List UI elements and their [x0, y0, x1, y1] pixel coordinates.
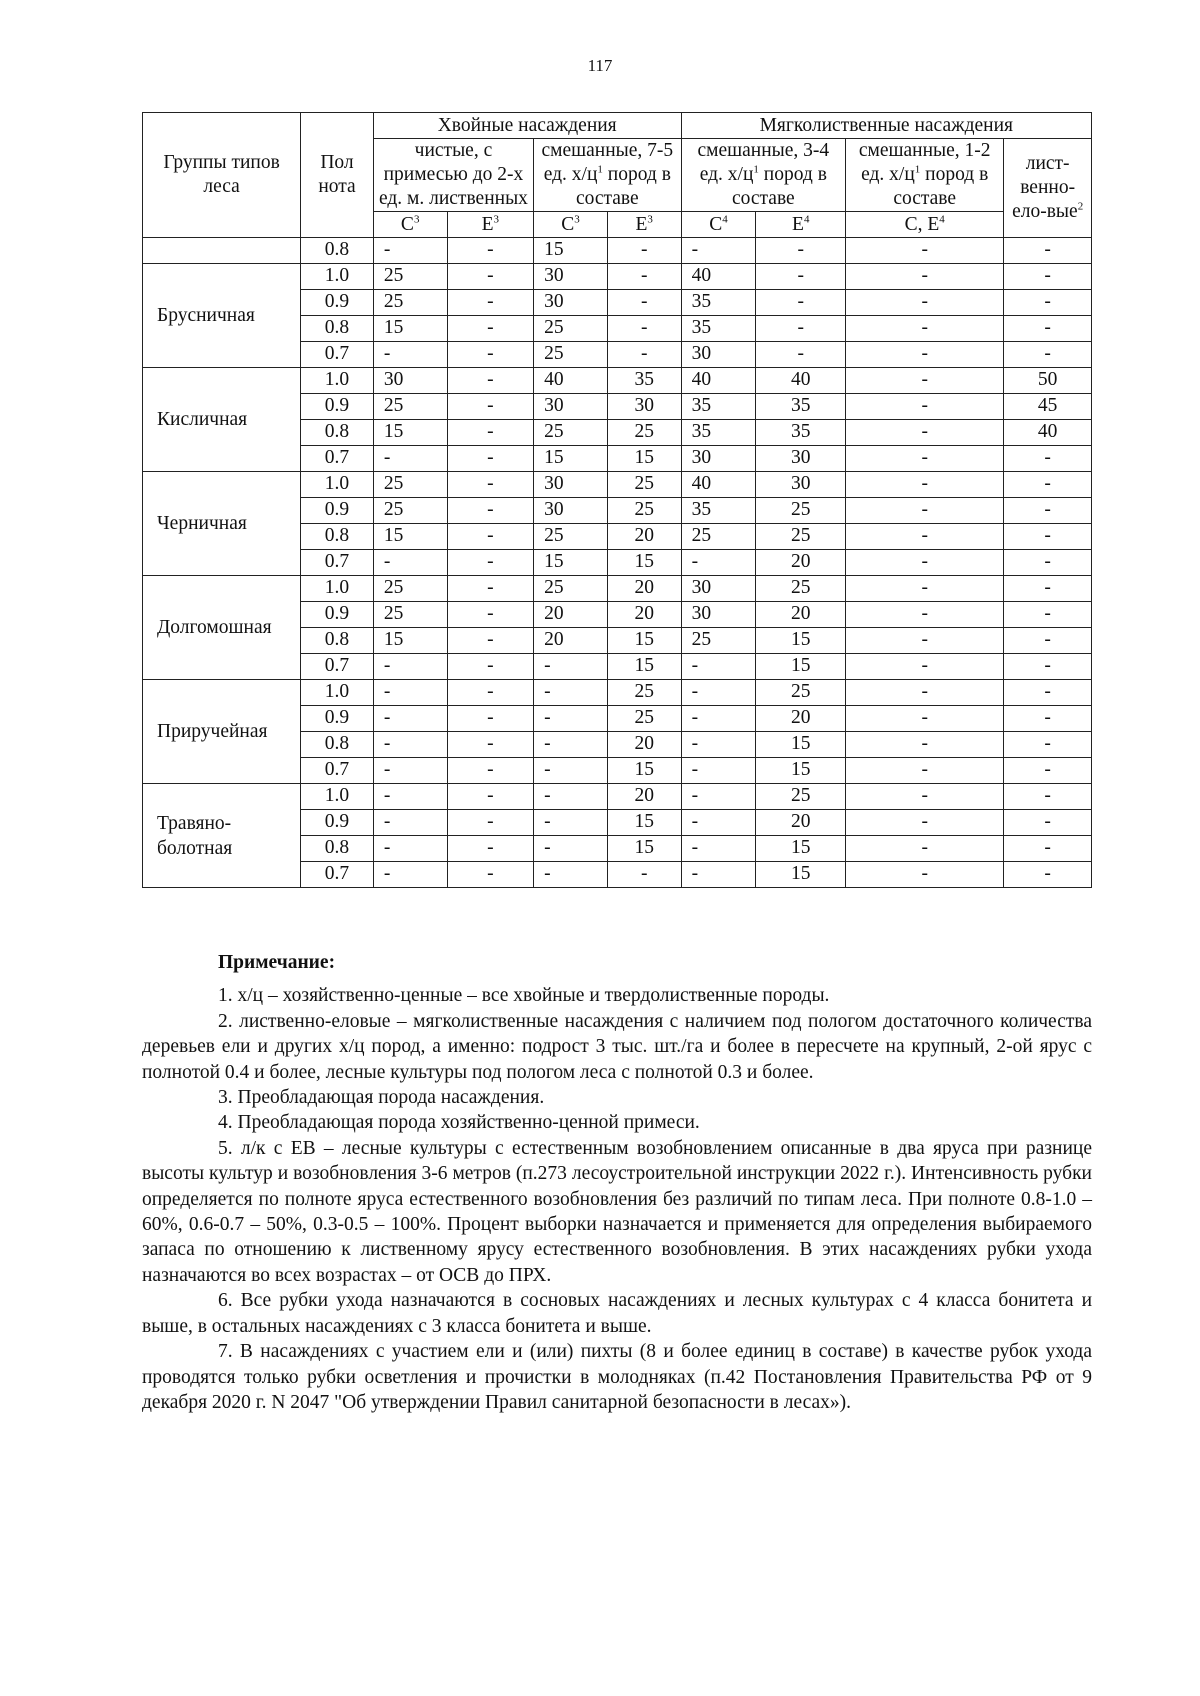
table-cell: -	[1004, 524, 1092, 550]
table-cell: 20	[756, 706, 846, 732]
table-cell: 1.0	[301, 576, 374, 602]
table-cell: -	[681, 238, 756, 264]
table-cell: 50	[1004, 368, 1092, 394]
table-cell: -	[1004, 706, 1092, 732]
table-cell: -	[447, 550, 534, 576]
table-cell: 15	[756, 862, 846, 888]
table-cell: 30	[534, 264, 608, 290]
table-cell: 15	[607, 836, 681, 862]
table-cell: -	[447, 290, 534, 316]
table-cell: 30	[681, 342, 756, 368]
table-cell: -	[846, 368, 1004, 394]
table-cell: 0.8	[301, 524, 374, 550]
table-cell: -	[1004, 784, 1092, 810]
table-row	[143, 472, 1092, 498]
table-cell: 15	[607, 550, 681, 576]
table-cell: -	[447, 472, 534, 498]
table-cell: -	[373, 862, 447, 888]
table-cell: 0.9	[301, 810, 374, 836]
table-cell: -	[681, 810, 756, 836]
table-cell: 40	[1004, 420, 1092, 446]
header-mixed-1-2: смешанные, 1-2 ед. $х/ц^1$ пород в составе	[846, 139, 1004, 212]
table-row	[143, 264, 1092, 290]
table-cell: -	[1004, 810, 1092, 836]
table-cell: -	[1004, 498, 1092, 524]
table-cell: -	[447, 602, 534, 628]
note-item: 4. Преобладающая порода хозяйственно-ценной примеси.	[218, 1112, 700, 1134]
table-cell: -	[846, 524, 1004, 550]
table-cell: -	[373, 238, 447, 264]
header-code-6: $Е^4$	[756, 212, 846, 238]
table-cell: 15	[756, 628, 846, 654]
forest-group-name: Кисличная	[143, 368, 301, 472]
table-cell: 30	[373, 368, 447, 394]
table-cell: -	[373, 446, 447, 472]
table-cell: -	[447, 654, 534, 680]
table-cell: 15	[607, 446, 681, 472]
table-cell: 25	[607, 420, 681, 446]
table-cell: 35	[756, 394, 846, 420]
table-cell: 25	[681, 524, 756, 550]
table-cell: 25	[373, 394, 447, 420]
header-pure-stands: чистые, с примесью до 2-х ед. м. лиственных	[373, 139, 533, 212]
table-cell: -	[846, 316, 1004, 342]
table-cell: -	[681, 550, 756, 576]
note-item: 7. В насаждениях с участием ели и (или) пихты (8 и более единиц в составе) в качестве рубок ухода проводятся только рубки осветления и прочистки в молодняках (п.42 Постановления Правительства РФ от 9 декабря 2020 г. N 2047 "Об утверждении Правил санитарной безопасности в лесах»).	[142, 1341, 1092, 1413]
table-cell: 25	[373, 264, 447, 290]
table-cell: -	[1004, 264, 1092, 290]
table-cell: -	[534, 784, 608, 810]
table-cell: 15	[607, 758, 681, 784]
table-cell: 0.9	[301, 706, 374, 732]
table-cell: 20	[607, 576, 681, 602]
table-cell: 0.8	[301, 732, 374, 758]
table-cell: 40	[756, 368, 846, 394]
table-cell: -	[846, 784, 1004, 810]
table-cell: 40	[681, 264, 756, 290]
table-cell: -	[1004, 290, 1092, 316]
table-cell: 0.8	[301, 628, 374, 654]
table-cell: 30	[534, 498, 608, 524]
table-cell: 40	[534, 368, 608, 394]
table-cell: 0.7	[301, 758, 374, 784]
table-cell: 25	[534, 316, 608, 342]
table-cell: 25	[756, 576, 846, 602]
table-cell: 0.9	[301, 602, 374, 628]
header-code-5: $С^4$	[681, 212, 756, 238]
note-item: 2. лиственно-еловые – мягколиственные насаждения с наличием под пологом достаточного количества деревьев ели и других х/ц пород, а именно: подрост 3 тыс. шт./га и более в пересчете на крупный, 2-ой ярус с полнотой 0.4 и более, лесные культуры под пологом леса с полнотой 0.3 и более.	[142, 1010, 1092, 1083]
table-cell: 0.8	[301, 420, 374, 446]
table-cell: -	[1004, 472, 1092, 498]
table-cell: 40	[681, 368, 756, 394]
table-cell: 15	[607, 654, 681, 680]
table-body	[143, 238, 1092, 888]
table-cell: -	[447, 732, 534, 758]
table-cell: -	[607, 316, 681, 342]
table-cell: -	[846, 472, 1004, 498]
header-forest-type-groups: Группы типов леса	[143, 113, 301, 238]
table-cell: 1.0	[301, 784, 374, 810]
table-cell: -	[846, 550, 1004, 576]
table-cell: -	[681, 732, 756, 758]
table-cell: -	[447, 576, 534, 602]
table-cell: -	[447, 316, 534, 342]
table-cell: -	[846, 680, 1004, 706]
table-cell: 1.0	[301, 368, 374, 394]
table-cell: -	[447, 368, 534, 394]
table-cell: -	[447, 498, 534, 524]
table-cell: 25	[607, 706, 681, 732]
table-cell: -	[846, 342, 1004, 368]
table-cell: -	[534, 836, 608, 862]
table-cell: -	[447, 706, 534, 732]
table-cell: -	[373, 758, 447, 784]
table-cell: -	[607, 290, 681, 316]
table-cell: -	[756, 342, 846, 368]
table-cell: 25	[373, 602, 447, 628]
table-cell: 25	[607, 680, 681, 706]
table-cell: 25	[373, 576, 447, 602]
table-cell: -	[1004, 576, 1092, 602]
table-cell: -	[846, 264, 1004, 290]
table-header	[143, 113, 1092, 238]
table-cell: -	[1004, 758, 1092, 784]
table-cell: 25	[607, 498, 681, 524]
table-cell: 15	[373, 316, 447, 342]
table-cell: -	[1004, 836, 1092, 862]
table-cell: -	[681, 680, 756, 706]
table-cell: -	[1004, 654, 1092, 680]
table-cell: -	[373, 732, 447, 758]
table-cell: 25	[534, 342, 608, 368]
table-cell: -	[846, 628, 1004, 654]
table-cell: -	[534, 732, 608, 758]
table-cell: 20	[607, 732, 681, 758]
table-cell: -	[447, 810, 534, 836]
table-cell: -	[1004, 550, 1092, 576]
note-item: 3. Преобладающая порода насаждения.	[218, 1087, 545, 1109]
table-cell: 15	[607, 810, 681, 836]
table-cell: -	[681, 862, 756, 888]
header-mixed-7-5: смешанные, 7-5 ед. $х/ц^1$ пород в составе	[534, 139, 681, 212]
table-cell: -	[373, 654, 447, 680]
table-cell: -	[447, 420, 534, 446]
table-cell: 1.0	[301, 680, 374, 706]
forest-group-name: Брусничная	[143, 264, 301, 368]
table-cell: 35	[681, 420, 756, 446]
table-cell: 15	[534, 238, 608, 264]
table-cell: 0.8	[301, 316, 374, 342]
table-cell: -	[373, 550, 447, 576]
table-cell: -	[846, 420, 1004, 446]
table-cell: 45	[1004, 394, 1092, 420]
table-cell: 20	[534, 602, 608, 628]
table-cell: -	[1004, 628, 1092, 654]
table-cell: 0.7	[301, 654, 374, 680]
table-cell: 40	[681, 472, 756, 498]
table-cell: 35	[681, 394, 756, 420]
table-cell: -	[846, 498, 1004, 524]
table-cell: -	[447, 784, 534, 810]
table-cell: 15	[607, 628, 681, 654]
table-cell: 0.9	[301, 290, 374, 316]
table-cell: 20	[756, 810, 846, 836]
table-cell: -	[1004, 446, 1092, 472]
table-cell: -	[681, 706, 756, 732]
table-cell: 15	[373, 628, 447, 654]
table-cell: 35	[756, 420, 846, 446]
table-cell: -	[1004, 680, 1092, 706]
table-cell: -	[373, 342, 447, 368]
page-number: 117	[587, 56, 613, 75]
table-cell: -	[846, 836, 1004, 862]
table-cell: 15	[756, 836, 846, 862]
table-cell: -	[447, 342, 534, 368]
header-soft-leaved: Мягколиственные насаждения	[681, 113, 1091, 139]
table-cell: -	[607, 264, 681, 290]
table-cell: -	[447, 524, 534, 550]
table-cell: -	[756, 238, 846, 264]
table-cell: 25	[681, 628, 756, 654]
header-mixed-3-4: смешанные, 3-4 ед. $х/ц^1$ пород в составе	[681, 139, 846, 212]
table-cell: -	[846, 758, 1004, 784]
table-cell: -	[534, 758, 608, 784]
group-cell-empty	[143, 238, 301, 264]
table-cell: 15	[534, 550, 608, 576]
note-item: 5. л/к с ЕВ – лесные культуры с естественным возобновлением описанные в два яруса при разнице высоты культур и возобновления 3-6 метров (п.273 лесоустроительной инструкции 2022 г.). Интенсивность рубки определяется по полноте яруса естественного возобновления без различий по типам леса. При полноте 0.8-1.0 – 60%, 0.6-0.7 – 50%, 0.3-0.5 – 100%. Процент выборки назначается и применяется для определения выбираемого запаса по отношению к лиственному ярусу естественного возобновления. В этих насаждениях рубки ухода назначаются во всех возрастах – от ОСВ до ПРХ.	[142, 1137, 1092, 1286]
table-cell: -	[373, 810, 447, 836]
table-cell: -	[447, 264, 534, 290]
table-cell: 30	[607, 394, 681, 420]
table-cell: -	[607, 862, 681, 888]
notes-section	[142, 950, 1092, 1415]
table-cell: -	[373, 706, 447, 732]
table-row	[143, 784, 1092, 810]
table-cell: 25	[756, 680, 846, 706]
table-cell: 25	[373, 472, 447, 498]
table-cell: 20	[756, 550, 846, 576]
table-cell: -	[534, 654, 608, 680]
table-cell: 25	[534, 420, 608, 446]
table-cell: -	[1004, 238, 1092, 264]
table-cell: 20	[607, 602, 681, 628]
table-cell: 30	[756, 472, 846, 498]
table-cell: -	[447, 238, 534, 264]
table-cell: 25	[373, 290, 447, 316]
table-cell: 30	[681, 446, 756, 472]
table-cell: 1.0	[301, 472, 374, 498]
header-code-1: $С^3$	[373, 212, 447, 238]
table-cell: 25	[756, 498, 846, 524]
table-cell: 30	[534, 290, 608, 316]
header-code-2: $Е^3$	[447, 212, 534, 238]
table-cell: 35	[607, 368, 681, 394]
table-cell: 15	[534, 446, 608, 472]
table-cell: 30	[534, 472, 608, 498]
table-cell: 0.9	[301, 498, 374, 524]
table-cell: 20	[607, 784, 681, 810]
table-cell: 0.7	[301, 446, 374, 472]
table-cell: -	[846, 732, 1004, 758]
table-cell: 25	[607, 472, 681, 498]
header-density: Пол нота	[301, 113, 374, 238]
table-cell: -	[1004, 316, 1092, 342]
table-cell: -	[846, 290, 1004, 316]
table-cell: -	[846, 576, 1004, 602]
table-cell: 30	[681, 576, 756, 602]
table-cell: -	[1004, 862, 1092, 888]
header-code-3: $С^3$	[534, 212, 608, 238]
table-cell: -	[373, 784, 447, 810]
table-cell: 30	[681, 602, 756, 628]
table-cell: 25	[373, 498, 447, 524]
table-cell: 0.7	[301, 342, 374, 368]
notes-list	[142, 983, 1092, 1415]
table-cell: 20	[534, 628, 608, 654]
table-cell: 25	[756, 524, 846, 550]
table-cell: 1.0	[301, 264, 374, 290]
table-cell: -	[607, 342, 681, 368]
table-cell: -	[846, 810, 1004, 836]
table-cell: -	[534, 680, 608, 706]
table-cell: 30	[756, 446, 846, 472]
table-cell: -	[846, 394, 1004, 420]
table-cell: -	[681, 836, 756, 862]
note-item: 1. х/ц – хозяйственно-ценные – все хвойные и твердолиственные породы.	[218, 985, 830, 1007]
notes-title: Примечание:	[218, 952, 336, 973]
table-cell: -	[1004, 342, 1092, 368]
table-cell: -	[756, 290, 846, 316]
table-cell: -	[447, 394, 534, 420]
table-cell: -	[681, 758, 756, 784]
table-cell: 15	[756, 758, 846, 784]
table-cell: 20	[756, 602, 846, 628]
table-cell: -	[373, 680, 447, 706]
table-cell: 20	[607, 524, 681, 550]
table-cell: -	[846, 446, 1004, 472]
table-cell: 25	[534, 576, 608, 602]
table-cell: -	[447, 758, 534, 784]
table-row	[143, 576, 1092, 602]
table-cell: 15	[756, 654, 846, 680]
table-cell: -	[846, 706, 1004, 732]
table-cell: 15	[756, 732, 846, 758]
table-cell: -	[681, 654, 756, 680]
table-cell: 25	[534, 524, 608, 550]
forest-group-name: Черничная	[143, 472, 301, 576]
table-cell: -	[1004, 732, 1092, 758]
table-cell: 30	[534, 394, 608, 420]
table-cell: 15	[373, 420, 447, 446]
table-cell: -	[1004, 602, 1092, 628]
table-cell: 35	[681, 498, 756, 524]
table-cell: -	[846, 862, 1004, 888]
table-row	[143, 238, 1092, 264]
table-cell: 25	[756, 784, 846, 810]
note-item: 6. Все рубки ухода назначаются в сосновых насаждениях и лесных культурах с 4 класса бонитета и выше, в остальных насаждениях с 3 класса бонитета и выше.	[142, 1290, 1092, 1337]
table-cell: 0.7	[301, 550, 374, 576]
table-cell: -	[534, 706, 608, 732]
header-coniferous: Хвойные насаждения	[373, 113, 681, 139]
table-cell: 35	[681, 316, 756, 342]
forest-group-name: Приручейная	[143, 680, 301, 784]
header-deciduous-spruce: лист-венно-ело-вые$^2$	[1004, 139, 1092, 238]
table-cell: -	[846, 654, 1004, 680]
header-code-7: С, $Е^4$	[846, 212, 1004, 238]
table-cell: -	[681, 784, 756, 810]
table-cell: -	[846, 238, 1004, 264]
forest-thinning-table	[142, 112, 1092, 888]
table-cell: -	[607, 238, 681, 264]
table-cell: 15	[373, 524, 447, 550]
table-cell: -	[447, 836, 534, 862]
table-cell: -	[447, 628, 534, 654]
forest-group-name: Травяно-болотная	[143, 784, 301, 888]
table-cell: 0.7	[301, 862, 374, 888]
table-cell: 0.9	[301, 394, 374, 420]
table-cell: -	[447, 680, 534, 706]
table-cell: -	[534, 862, 608, 888]
table-cell: -	[447, 862, 534, 888]
table-row	[143, 368, 1092, 394]
table-cell: -	[846, 602, 1004, 628]
table-cell: 0.8	[301, 238, 374, 264]
table-cell: -	[756, 264, 846, 290]
table-cell: -	[534, 810, 608, 836]
forest-group-name: Долгомошная	[143, 576, 301, 680]
header-code-4: $Е^3$	[607, 212, 681, 238]
table-cell: 0.8	[301, 836, 374, 862]
table-cell: -	[756, 316, 846, 342]
table-cell: -	[447, 446, 534, 472]
table-cell: 35	[681, 290, 756, 316]
table-row	[143, 680, 1092, 706]
table-cell: -	[373, 836, 447, 862]
